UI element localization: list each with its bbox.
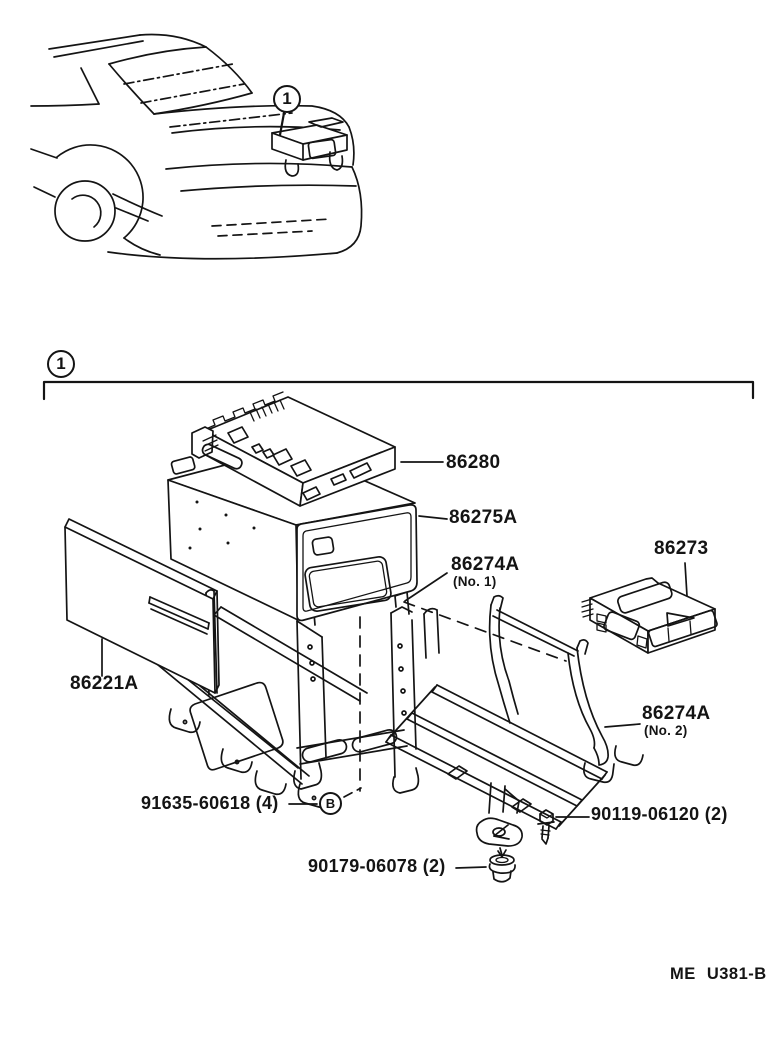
- screw-symbol-letter: B: [325, 796, 336, 811]
- part-label-86280: 86280: [446, 452, 501, 473]
- page-code: ME U381-B: [670, 965, 767, 983]
- part-label-86274A-no2: 86274A: [642, 703, 711, 724]
- part-label-90119-06120: 90119-06120 (2): [591, 804, 728, 824]
- screw-symbol-circle: [319, 792, 342, 815]
- section-callout-number: 1: [56, 354, 66, 373]
- section-bracket-line: [44, 382, 753, 399]
- part-qualifier-no2: (No. 2): [644, 723, 688, 738]
- cd-changer-86273-drawing: [582, 578, 718, 653]
- grommet-90179-drawing: [489, 855, 515, 882]
- car-rear-illustration: [31, 35, 362, 259]
- part-label-90179-06078: 90179-06078 (2): [308, 856, 446, 876]
- part-label-86273: 86273: [654, 538, 709, 559]
- car-callout-number: 1: [282, 89, 292, 108]
- part-label-86221A: 86221A: [70, 673, 139, 694]
- section-callout-circle: [47, 350, 75, 378]
- part-label-86274A-no1: 86274A: [451, 554, 520, 575]
- part-label-91635-60618: 91635-60618 (4): [141, 793, 279, 813]
- part-label-86275A: 86275A: [449, 507, 518, 528]
- car-callout-circle: [273, 85, 301, 113]
- part-qualifier-no1: (No. 1): [453, 574, 497, 589]
